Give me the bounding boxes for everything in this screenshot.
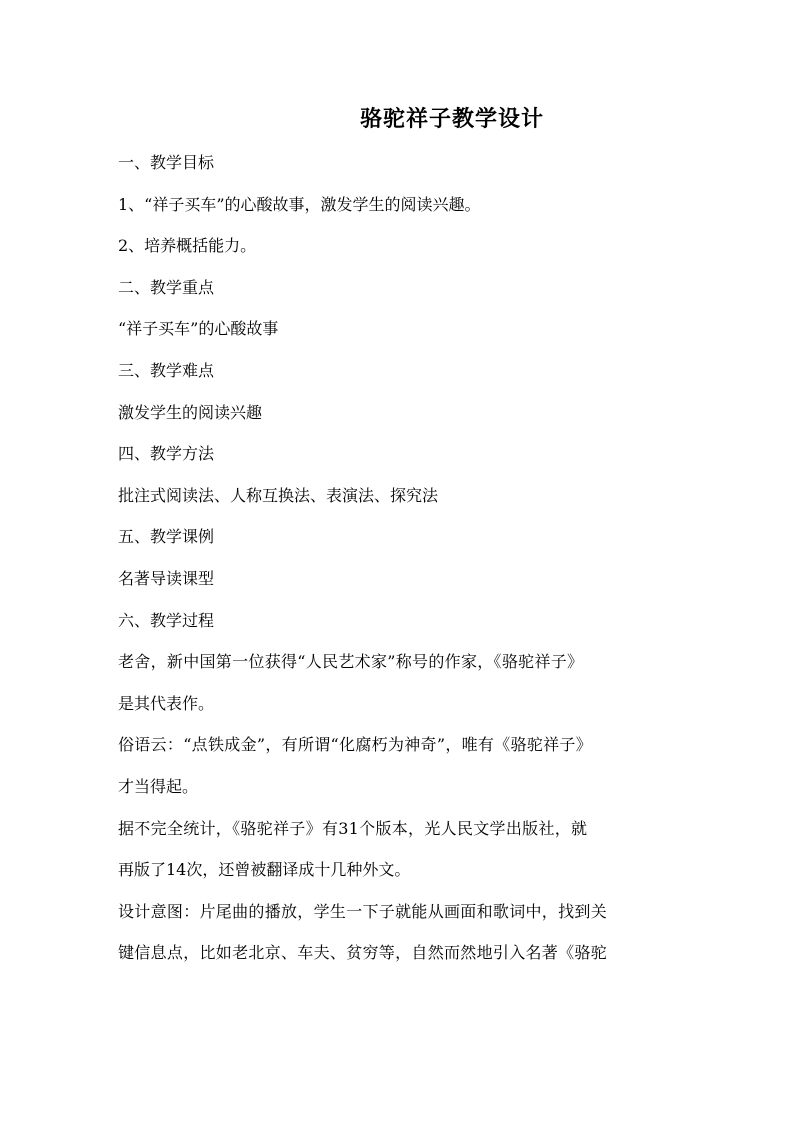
paragraph-line: 老舍，新中国第一位获得“人民艺术家”称号的作家，《骆驼祥子》: [118, 652, 584, 672]
heading-lesson-type: 五、教学课例: [118, 527, 215, 547]
paragraph-line: 设计意图：片尾曲的播放，学生一下子就能从画面和歌词中，找到关: [118, 901, 608, 921]
document-body: [118, 142, 678, 974]
heading-teaching-objectives: 一、教学目标: [118, 153, 215, 172]
heading-teaching-process: 六、教学过程: [118, 610, 215, 630]
paragraph-line: 据不完全统计，《骆驼祥子》有31个版本，光人民文学出版社，就: [118, 818, 588, 838]
objective-item-2: 2、培养概括能力。: [118, 236, 257, 256]
teaching-methods-text: 批注式阅读法、人称互换法、表演法、探究法: [118, 485, 439, 505]
paragraph-line: 才当得起。: [118, 776, 199, 796]
heading-teaching-focus: 二、教学重点: [118, 277, 215, 297]
lesson-type-text: 名著导读课型: [118, 568, 215, 588]
teaching-difficulty-text: 激发学生的阅读兴趣: [118, 402, 263, 422]
objective-item-1: 1、“祥子买车”的心酸故事，激发学生的阅读兴趣。: [118, 194, 481, 214]
paragraph-line: 俗语云：“点铁成金”，有所谓“化腐朽为神奇”，唯有《骆驼祥子》: [118, 735, 593, 755]
paragraph-line: 再版了14次，还曾被翻译成十几种外文。: [118, 860, 411, 880]
heading-teaching-methods: 四、教学方法: [118, 444, 215, 464]
paragraph-line: 是其代表作。: [118, 693, 215, 713]
heading-teaching-difficulty: 三、教学难点: [118, 360, 215, 380]
teaching-focus-text: “祥子买车”的心酸故事: [118, 319, 279, 339]
paragraph-line: 键信息点，比如老北京、车夫、贫穷等，自然而然地引入名著《骆驼: [118, 943, 608, 963]
document-title: 骆驼祥子教学设计: [359, 106, 544, 132]
